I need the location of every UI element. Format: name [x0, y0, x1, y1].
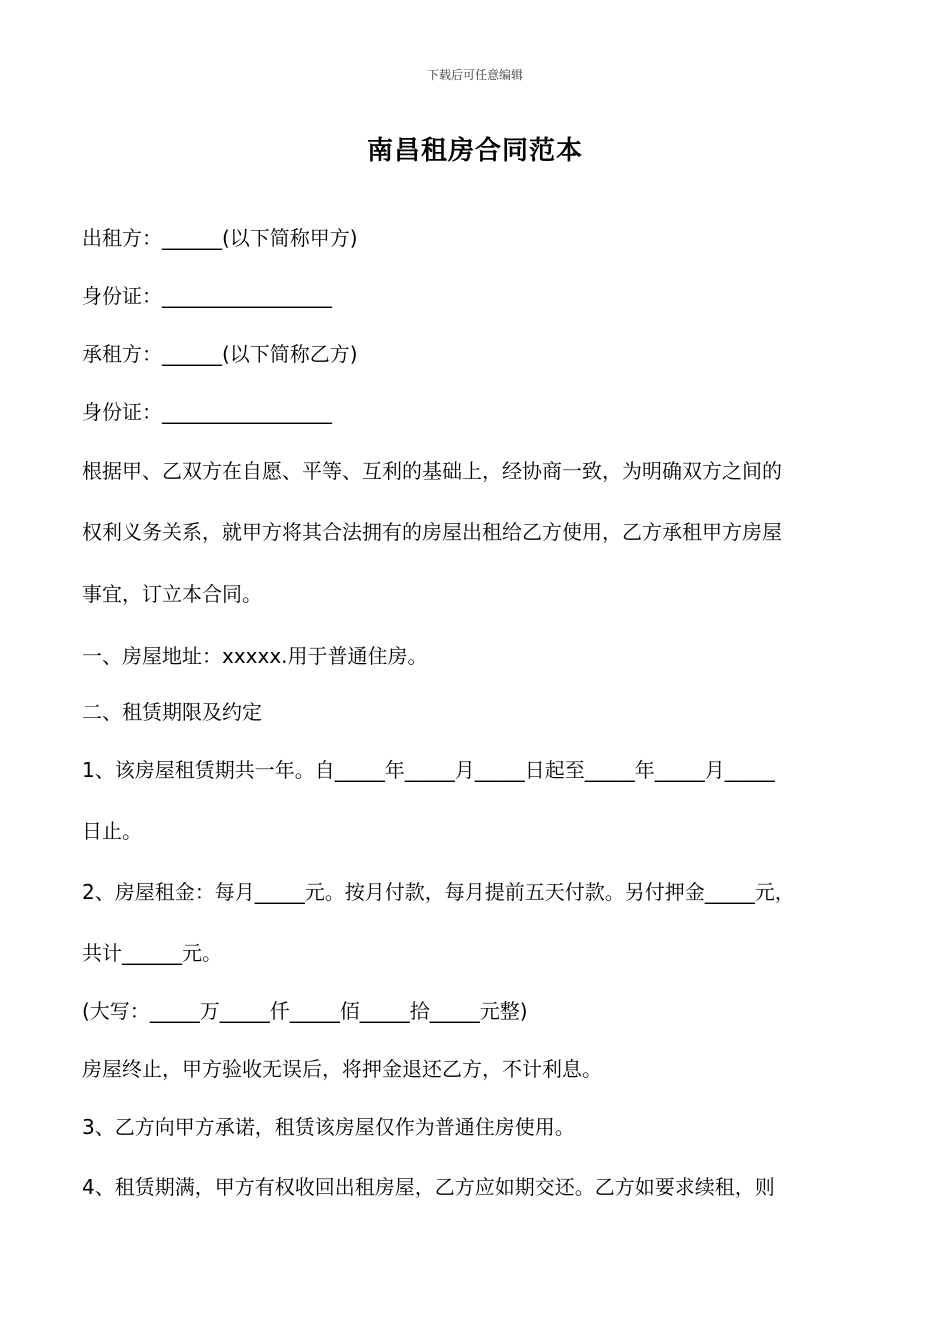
clause-2-line-1: 2、房屋租金：每月_____元。按月付款，每月提前五天付款。另付押金_____元， [82, 880, 795, 904]
clause-2-deposit-return: 房屋终止，甲方验收无误后，将押金退还乙方，不计利息。 [82, 1057, 602, 1081]
clause-4: 4、租赁期满，甲方有权收回出租房屋，乙方应如期交还。乙方如要求续租，则 [82, 1175, 775, 1199]
line-lessee: 承租方：______(以下简称乙方) [82, 342, 358, 366]
paragraph-preamble-3: 事宜，订立本合同。 [82, 582, 262, 606]
line-lessee-id: 身份证：_________________ [82, 400, 332, 424]
clause-3: 3、乙方向甲方承诺，租赁该房屋仅作为普通住房使用。 [82, 1115, 575, 1139]
clause-1-line-2: 日止。 [82, 819, 142, 843]
clause-2-line-2: 共计______元。 [82, 941, 222, 965]
clause-1-line-1: 1、该房屋租赁期共一年。自_____年_____月_____日起至_____年_____月_____ [82, 758, 775, 782]
section-term-heading: 二、租赁期限及约定 [82, 700, 262, 724]
section-address: 一、房屋地址：xxxxx.用于普通住房。 [82, 644, 428, 668]
clause-2-capital: (大写：_____万_____仟_____佰_____拾_____元整) [82, 999, 528, 1023]
line-lessor-id: 身份证：_________________ [82, 284, 332, 308]
line-lessor: 出租方：______(以下简称甲方) [82, 226, 358, 250]
paragraph-preamble-2: 权利义务关系，就甲方将其合法拥有的房屋出租给乙方使用，乙方承租甲方房屋 [82, 520, 782, 544]
paragraph-preamble-1: 根据甲、乙双方在自愿、平等、互利的基础上，经协商一致，为明确双方之间的 [82, 459, 782, 483]
document-title: 南昌租房合同范本 [366, 136, 583, 166]
header-note: 下载后可任意编辑 [426, 68, 523, 82]
